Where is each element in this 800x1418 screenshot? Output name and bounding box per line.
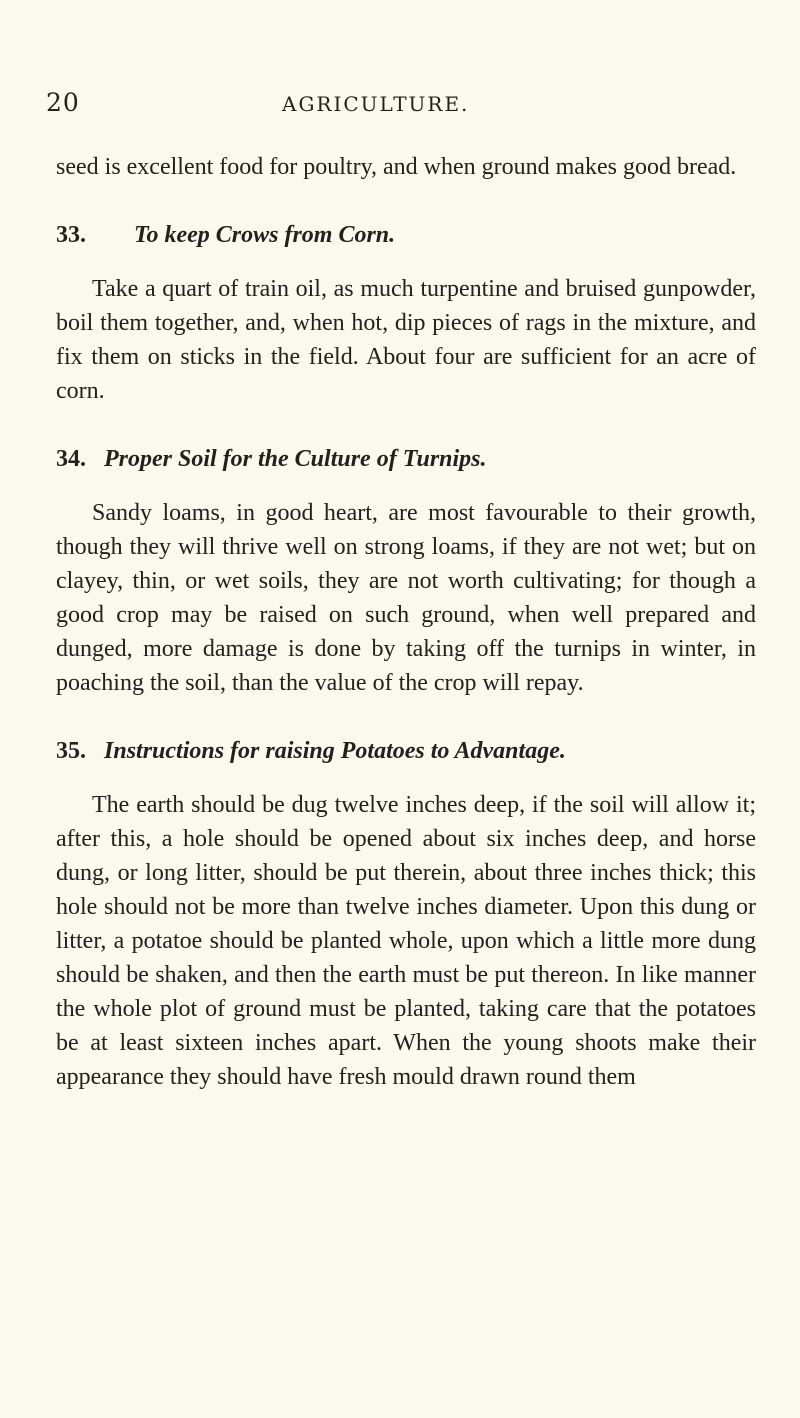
section-title: Proper Soil for the Culture of Turnips. bbox=[104, 446, 487, 472]
section-body: Take a quart of train oil, as much turpentine and bruised gunpowder, boil them together, and, when hot, dip pieces of rags in the mixture, and fix them on sticks in the field. About four are sufficient for an acre of corn. bbox=[56, 276, 756, 404]
section-title: To keep Crows from Corn. bbox=[134, 222, 396, 248]
page-content bbox=[56, 150, 756, 1128]
running-head: AGRICULTURE. bbox=[282, 92, 470, 116]
section-body: The earth should be dug twelve inches deep, if the soil will allow it; after this, a hole should be opened about six inches deep, and horse dung, or long litter, should be put therein, about three inches thick; this hole should not be more than twelve inches diameter. Upon this dung or litter, a potatoe should be planted whole, upon which a little more dung should be shaken, and then the earth must be put thereon. In like manner the whole plot of ground must be planted, taking care that the potatoes be at least sixteen inches apart. When the young shoots make their appearance they should have fresh mould drawn round them bbox=[56, 792, 756, 1090]
section-number: 35. bbox=[56, 738, 86, 764]
section-body: Sandy loams, in good heart, are most favourable to their growth, though they will thrive well on strong loams, if they are not wet; but on clayey, thin, or wet soils, they are not worth cultivating; for though a good crop may be raised on such ground, when well prepared and dunged, more damage is done by taking off the turnips in winter, in poaching the soil, than the value of the crop will repay. bbox=[56, 500, 756, 696]
section-number: 34. bbox=[56, 446, 86, 472]
page-header bbox=[46, 88, 766, 128]
section-number: 33. bbox=[56, 222, 86, 248]
continued-paragraph: seed is excellent food for poultry, and when ground makes good bread. bbox=[56, 154, 737, 180]
section-title: Instructions for raising Potatoes to Advantage. bbox=[104, 738, 566, 764]
section-heading bbox=[56, 442, 756, 476]
section-34 bbox=[56, 442, 756, 700]
page-number: 20 bbox=[46, 88, 80, 117]
section-heading bbox=[56, 218, 756, 252]
section-33 bbox=[56, 218, 756, 408]
section-heading bbox=[56, 734, 756, 768]
section-35 bbox=[56, 734, 756, 1094]
